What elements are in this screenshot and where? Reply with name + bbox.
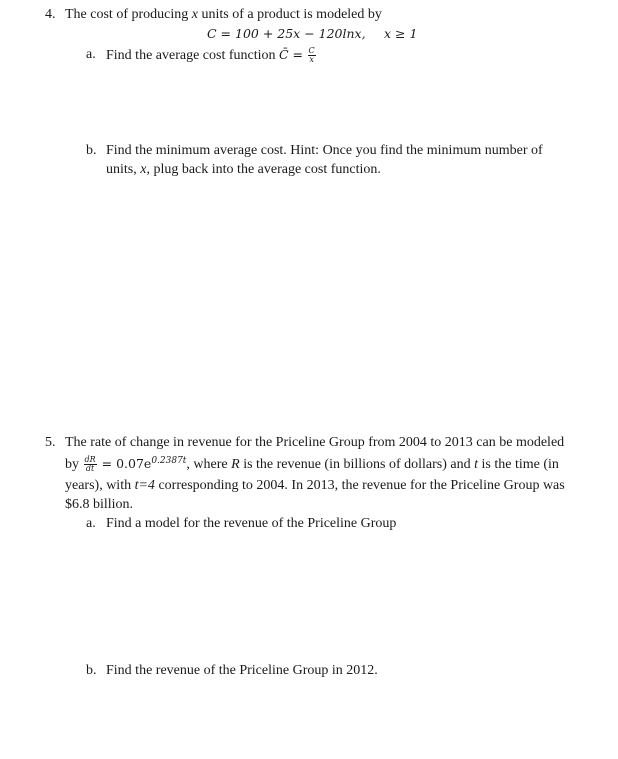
q5-by: by: [65, 457, 83, 472]
q4-stem-var: x: [191, 7, 198, 22]
q5-exponent: 0.2387t: [151, 456, 187, 466]
q5b-text: Find the revenue of the Priceline Group in 2012.: [106, 663, 378, 678]
q5-var-r: R: [231, 457, 240, 472]
q5-number: 5.: [45, 435, 56, 450]
q5-frac-num: dR: [84, 455, 96, 465]
q4a-letter: a.: [86, 47, 96, 62]
q4b-line2-suffix: , plug back into the average cost function.: [146, 162, 381, 177]
q4-stem-suffix: units of a product is modeled by: [197, 7, 382, 22]
q5a-letter: a.: [86, 516, 96, 531]
q4-cost-formula: C = 100 + 25x − 120lnx,: [207, 26, 366, 41]
q5-line1: The rate of change in revenue for the Priceline Group from 2004 to 2013 can be modeled: [65, 435, 565, 450]
q4-number: 4.: [45, 7, 56, 22]
q5a-text: Find a model for the revenue of the Priceline Group: [106, 516, 397, 531]
q4b-line2-prefix: units,: [106, 162, 141, 177]
q4a-label: Find the average cost function: [106, 48, 280, 63]
q5-where: , where: [186, 457, 232, 472]
q4a-cbar: C̄ =: [279, 47, 304, 62]
q4b-line2-var: x: [140, 162, 147, 177]
q5-frac-den: dt: [85, 464, 95, 474]
q5-equation: = $0.07e^{0.2387t}$: [97, 456, 187, 471]
q4a-frac-den: x: [309, 55, 314, 65]
q5-line3-suffix: corresponding to 2004. In 2013, the revenue for the Priceline Group was: [154, 478, 565, 493]
q5-line4: $6.8 billion.: [65, 497, 134, 512]
q5-var-t: t: [474, 457, 479, 472]
q4a-text: [106, 46, 317, 64]
q4-stem: [65, 6, 382, 23]
q5-derivative-fraction: [84, 456, 97, 473]
q4a-fraction: [308, 47, 316, 64]
q4b-line2: [106, 161, 381, 178]
q5-line3-prefix: years), with: [65, 478, 135, 493]
q5-line2-end: is the time (in: [478, 457, 559, 472]
q5-line2: [65, 455, 559, 473]
q4b-line1: Find the minimum average cost. Hint: Once you find the minimum number of: [106, 143, 543, 158]
q4b-letter: b.: [86, 143, 97, 158]
q4a-frac-num: C: [308, 46, 315, 56]
q5-line2-mid2: is the revenue (in billions of dollars) and: [239, 457, 475, 472]
q4-domain: x ≥ 1: [384, 26, 418, 41]
q4-stem-prefix: The cost of producing: [65, 7, 192, 22]
q5b-letter: b.: [86, 663, 97, 678]
q5-line3: [65, 477, 565, 494]
q5-t-equals-4: t=4: [134, 478, 155, 493]
